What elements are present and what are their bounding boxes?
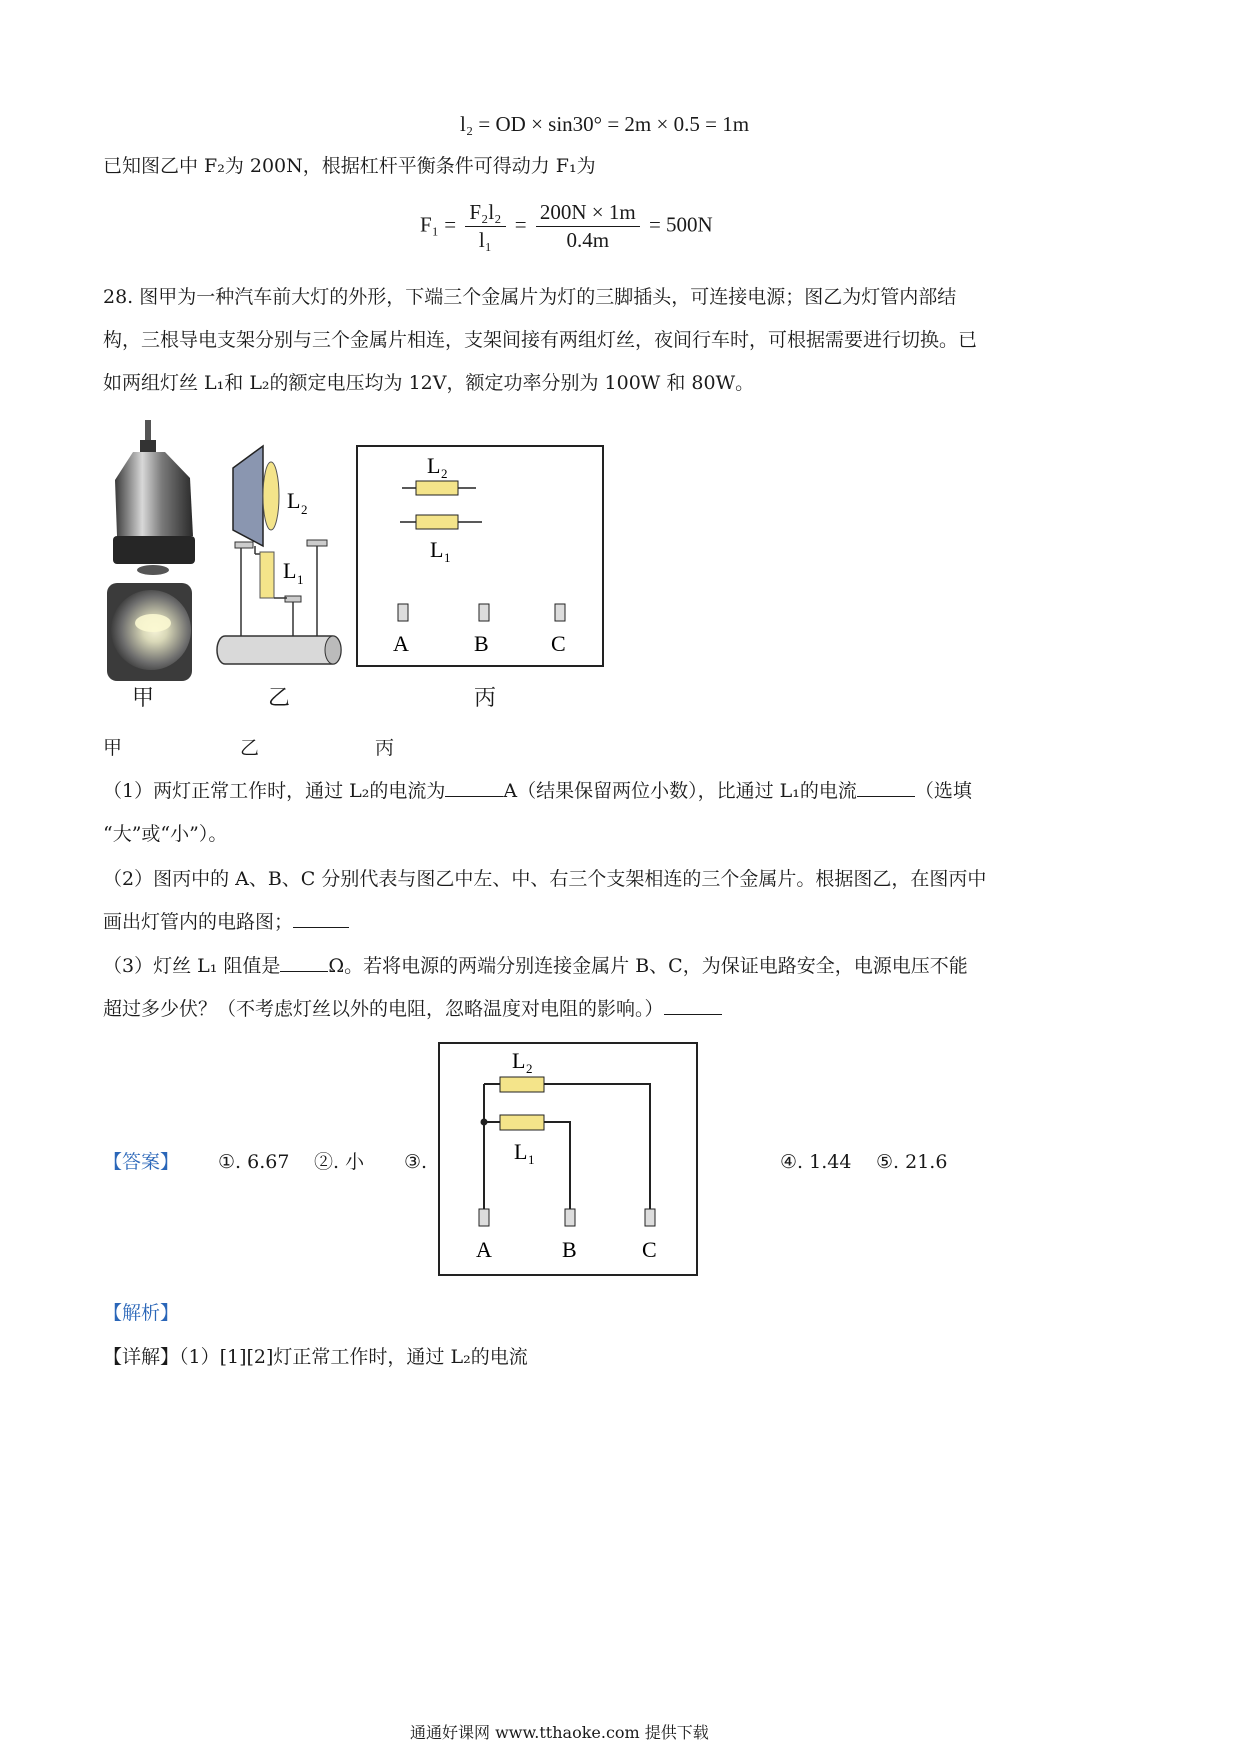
caption2-yi: 乙 bbox=[240, 737, 260, 759]
answer-3: ③. bbox=[404, 1151, 428, 1173]
box2-l1-sub: 1 bbox=[528, 1152, 535, 1167]
part1-line-2: “大”或“小”）。 bbox=[103, 823, 228, 845]
part3-text-a: （3）灯丝 L₁ 阻值是 bbox=[103, 955, 281, 977]
box1-l1-sub: 1 bbox=[444, 550, 451, 565]
blank-2 bbox=[857, 778, 915, 797]
answer-resistor-l1 bbox=[500, 1115, 544, 1130]
caption-bing: 丙 bbox=[474, 686, 497, 711]
caption-yi: 乙 bbox=[268, 686, 291, 711]
detail-label: 【详解】 bbox=[103, 1346, 180, 1368]
part1-text-c: （选填 bbox=[914, 780, 972, 802]
part3-line-2 bbox=[103, 996, 722, 1022]
resistor-l1 bbox=[416, 515, 458, 529]
l1-label-sub: 1 bbox=[297, 572, 304, 587]
internal-structure-diagram bbox=[215, 438, 345, 670]
detail-text: （1）[1][2]灯正常工作时，通过 L₂的电流 bbox=[179, 1346, 528, 1368]
part2-text: 画出灯管内的电路图； bbox=[103, 911, 294, 933]
f1-fraction-1 bbox=[465, 200, 505, 253]
box2-label-b: B bbox=[562, 1237, 577, 1262]
l1-label: L bbox=[283, 558, 297, 583]
part3-text-line2: 超过多少伏？（不考虑灯丝以外的电阻，忽略温度对电阻的影响。） bbox=[103, 998, 664, 1020]
box2-l2-label: L bbox=[512, 1048, 526, 1073]
box2-l2-sub: 2 bbox=[526, 1061, 533, 1076]
base-socket bbox=[217, 636, 341, 664]
part1-line-1 bbox=[103, 778, 972, 804]
box1-label-a: A bbox=[393, 631, 409, 656]
answer-label: 【答案】 bbox=[103, 1151, 180, 1173]
junction-dot bbox=[481, 1119, 488, 1126]
box1-l2-label: L bbox=[427, 453, 441, 478]
circuit-box-answer bbox=[438, 1042, 700, 1278]
box1-label-c: C bbox=[551, 631, 566, 656]
equation-l2: l₂ = OD × sin30° = 2m × 0.5 = 1m bbox=[460, 112, 750, 136]
part1-text-a: （1）两灯正常工作时，通过 L₂的电流为 bbox=[103, 780, 446, 802]
q28-line-3: 如两组灯丝 L₁和 L₂的额定电压均为 12V，额定功率分别为 100W 和 80W。 bbox=[103, 372, 755, 394]
caption-jia: 甲 bbox=[132, 686, 155, 711]
answer-1: ①. 6.67 bbox=[218, 1151, 290, 1173]
answer-2: ②. 小 bbox=[314, 1151, 365, 1173]
box1-l2-sub: 2 bbox=[441, 466, 448, 481]
analysis-label: 【解析】 bbox=[103, 1302, 180, 1324]
known-line: 已知图乙中 F₂为 200N，根据杠杆平衡条件可得动力 F₁为 bbox=[103, 155, 596, 177]
answer-5: ⑤. 21.6 bbox=[876, 1151, 948, 1173]
f1-frac1-den: l₁ bbox=[478, 228, 492, 252]
headlight-photo bbox=[95, 418, 205, 683]
box1-label-b: B bbox=[474, 631, 489, 656]
blank-3 bbox=[293, 909, 349, 928]
pin-c bbox=[555, 604, 565, 621]
f1-result: = 500N bbox=[648, 212, 713, 237]
resistor-l2 bbox=[416, 481, 458, 495]
part2-line-2 bbox=[103, 909, 349, 935]
l2-label-sub: 2 bbox=[301, 502, 308, 517]
answer-resistor-l2 bbox=[500, 1077, 544, 1092]
pin-a bbox=[398, 604, 408, 621]
caption2-bing: 丙 bbox=[375, 737, 395, 759]
box2-label-a: A bbox=[476, 1237, 492, 1262]
equals-sign: = bbox=[514, 212, 527, 237]
f1-fraction-2 bbox=[536, 200, 640, 253]
part3-text-b: Ω。若将电源的两端分别连接金属片 B、C，为保证电路安全，电源电压不能 bbox=[328, 955, 968, 977]
part1-text-b: A（结果保留两位小数），比通过 L₁的电流 bbox=[503, 780, 857, 802]
caption2-jia: 甲 bbox=[103, 737, 123, 759]
blank-5 bbox=[664, 996, 722, 1015]
pin-b bbox=[479, 604, 489, 621]
q28-line-1: 28. 图甲为一种汽车前大灯的外形，下端三个金属片为灯的三脚插头，可连接电源；图乙为灯管内部结 bbox=[103, 286, 957, 308]
part2-line-1: （2）图丙中的 A、B、C 分别代表与图乙中左、中、右三个支架相连的三个金属片。根据图乙，在图丙中 bbox=[103, 868, 987, 890]
circuit-box-blank bbox=[356, 445, 606, 669]
blank-1 bbox=[445, 778, 503, 797]
l2-label: L bbox=[287, 488, 301, 513]
part3-line-1 bbox=[103, 953, 968, 979]
box2-l1-label: L bbox=[514, 1139, 528, 1164]
equation-f1 bbox=[420, 200, 713, 253]
q28-line-2: 构，三根导电支架分别与三个金属片相连，支架间接有两组灯丝，夜间行车时，可根据需要进行切换。已 bbox=[103, 329, 978, 351]
reflector bbox=[233, 446, 263, 546]
filament-l2 bbox=[263, 462, 279, 530]
filament-l1 bbox=[260, 552, 274, 598]
f1-lhs: F₁ = bbox=[420, 212, 457, 237]
box1-l1-label: L bbox=[430, 537, 444, 562]
f1-frac2-num: 200N × 1m bbox=[536, 200, 640, 227]
detail-line bbox=[103, 1344, 528, 1370]
f1-frac1-num: F₂l₂ bbox=[465, 200, 505, 227]
answer-4: ④. 1.44 bbox=[780, 1151, 852, 1173]
footer: 通通好课网 www.tthaoke.com 提供下载 bbox=[410, 1723, 709, 1742]
blank-4 bbox=[280, 953, 328, 972]
f1-frac2-den: 0.4m bbox=[566, 228, 610, 252]
box2-label-c: C bbox=[642, 1237, 657, 1262]
